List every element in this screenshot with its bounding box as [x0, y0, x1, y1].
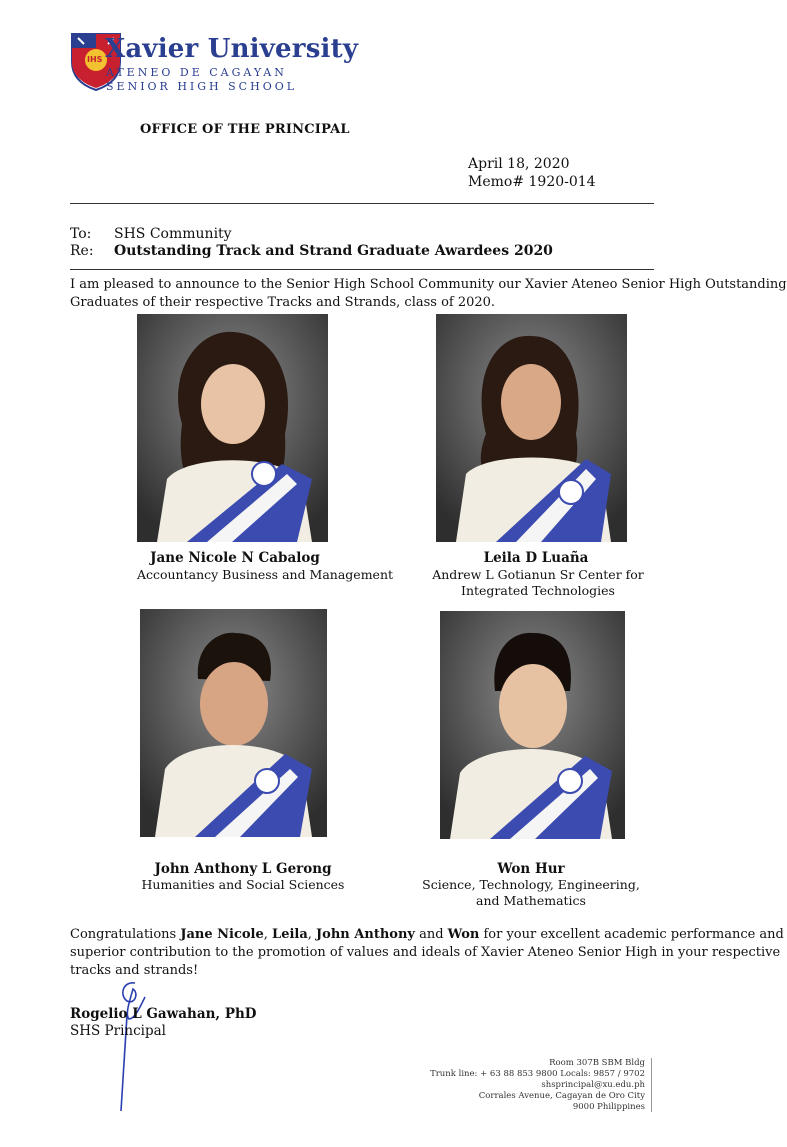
signatory-title: SHS Principal — [70, 1023, 166, 1039]
contact-block — [380, 1058, 645, 1113]
closing-text: , — [307, 927, 317, 942]
awardee-strand: Science, Technology, Engineering, — [422, 877, 640, 892]
memo-date: April 18, 2020 — [468, 156, 570, 172]
highlighted-name: Jane Nicole — [180, 927, 264, 942]
awardee-strand: and Mathematics — [476, 893, 586, 908]
awardee-name: Won Hur — [497, 861, 565, 877]
highlighted-name: John Anthony — [316, 927, 415, 942]
handwritten-signature — [105, 975, 155, 1115]
re-label: Re: — [70, 243, 94, 259]
awardee-photo — [140, 609, 327, 837]
intro-line-2: Graduates of their respective Tracks and Strands, class of 2020. — [70, 295, 496, 310]
memo-number: Memo# 1920-014 — [468, 174, 596, 190]
awardee-photo — [440, 611, 625, 839]
closing-line-1 — [70, 926, 784, 944]
closing-text: Congratulations — [70, 927, 181, 942]
closing-text: and — [414, 927, 448, 942]
highlighted-name: Leila — [272, 927, 308, 942]
awardee-strand: Integrated Technologies — [461, 583, 615, 598]
awardee-name: Jane Nicole N Cabalog — [150, 550, 320, 566]
intro-line-1: I am pleased to announce to the Senior High School Community our Xavier Ateneo Senior High Outstanding — [70, 277, 787, 292]
closing-line-3: tracks and strands! — [70, 963, 199, 978]
university-subtitle: ATENEO DE CAGAYAN — [106, 66, 287, 79]
highlighted-name: Won — [447, 927, 480, 942]
awardee-strand: Andrew L Gotianun Sr Center for — [432, 567, 644, 582]
awardee-photo — [137, 314, 328, 542]
to-value: SHS Community — [114, 226, 232, 242]
school-subtitle: SENIOR HIGH SCHOOL — [106, 80, 298, 93]
email-address: shsprincipal@xu.edu.ph — [541, 1080, 645, 1090]
to-label: To: — [70, 226, 92, 242]
phone-numbers: Trunk line: + 63 88 853 9800 Locals: 9857 / 9702 — [430, 1069, 645, 1079]
postal-address: 9000 Philippines — [572, 1102, 645, 1112]
closing-text: , — [263, 927, 273, 942]
divider — [70, 269, 654, 270]
awardee-name: John Anthony L Gerong — [154, 861, 332, 877]
awardee-strand: Accountancy Business and Management — [136, 567, 394, 582]
closing-text: for your excellent academic performance and — [479, 927, 784, 942]
footer-divider — [651, 1058, 652, 1112]
closing-line-2: superior contribution to the promotion of values and ideals of Xavier Ateneo Senior High in your respective — [70, 945, 781, 960]
street-address: Corrales Avenue, Cagayan de Oro City — [478, 1091, 645, 1101]
address-room: Room 307B SBM Bldg — [549, 1058, 645, 1068]
divider — [70, 203, 654, 204]
awardee-name: Leila D Luaña — [483, 550, 589, 566]
re-value: Outstanding Track and Strand Graduate Awardees 2020 — [114, 243, 553, 259]
awardee-strand: Humanities and Social Sciences — [141, 877, 345, 892]
office-heading: OFFICE OF THE PRINCIPAL — [140, 122, 350, 137]
crest-lettering: IHS — [87, 55, 103, 64]
awardee-photo — [436, 314, 627, 542]
signatory-name: Rogelio L Gawahan, PhD — [70, 1006, 257, 1022]
university-name: Xavier University — [105, 34, 359, 64]
